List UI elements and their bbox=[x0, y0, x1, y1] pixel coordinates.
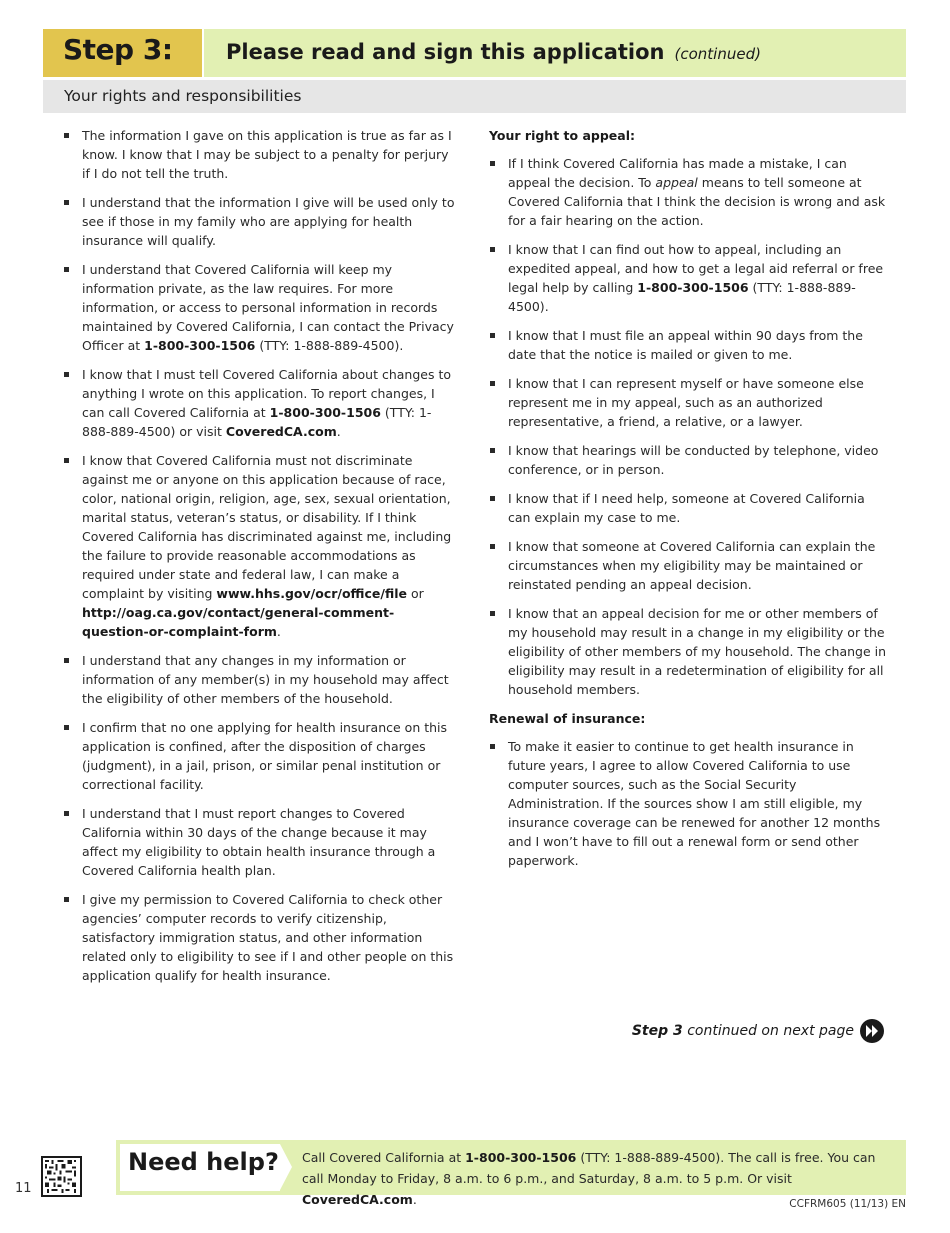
title-continued: (continued) bbox=[674, 45, 761, 63]
phone-number: 1-800-300-1506 bbox=[269, 405, 381, 420]
help-label: Need help? bbox=[128, 1148, 279, 1176]
continued-note bbox=[632, 1019, 884, 1043]
help-text: Call Covered California at 1-800-300-1506 (TTY: 1-888-889-4500). The call is free. You can call Monday to Friday, 8 a.m. to 6 p.m., and Saturday, 8 a.m. to 5 p.m. Or visit CoveredCA.com. bbox=[302, 1150, 876, 1207]
list-item: The information I gave on this application is true as far as I know. I know that I may be subject to a penalty for perjury if I do not tell the truth. bbox=[63, 126, 455, 183]
list-item: I understand that Covered California will keep my information private, as the law requires. For more information, or access to personal information in records maintained by Covered California, I can contact the Privacy Officer at 1-800-300-1506 (TTY: 1-888-889-4500). bbox=[63, 260, 455, 355]
section-title: Your rights and responsibilities bbox=[64, 87, 302, 105]
title-banner bbox=[204, 29, 906, 77]
list-item: I understand that I must report changes to Covered California within 30 days of the change because it may affect my eligibility to obtain health insurance through a Covered California health plan. bbox=[63, 804, 455, 880]
list-item: I give my permission to Covered California to check other agencies’ computer records to verify citizenship, satisfactory immigration status, and other information related only to eligibility to see if I and other people on this application qualify for health insurance. bbox=[63, 890, 455, 985]
section-bar bbox=[43, 80, 906, 113]
next-page-arrow-icon bbox=[860, 1019, 884, 1043]
form-code: CCFRM605 (11/13) EN bbox=[789, 1198, 906, 1210]
page-title bbox=[226, 40, 761, 64]
list-item: I know that I must tell Covered California about changes to anything I wrote on this application. To report changes, I can call Covered California at 1-800-300-1506 (TTY: 1-888-889-4500) or visit CoveredCA.com. bbox=[63, 365, 455, 441]
list-item: I know that an appeal decision for me or other members of my household may result in a change in my eligibility or the eligibility of other members of my household. The change in eligibility may result in a redetermination of eligibility for all household members. bbox=[489, 604, 889, 699]
list-item: I know that I must file an appeal within 90 days from the date that the notice is mailed or given to me. bbox=[489, 326, 889, 364]
list-item: I know that I can represent myself or have someone else represent me in my appeal, such as an authorized representative, a friend, a relative, or a lawyer. bbox=[489, 374, 889, 431]
page-number: 11 bbox=[15, 1181, 32, 1196]
list-item: I understand that the information I give will be used only to see if those in my family who are applying for health insurance will qualify. bbox=[63, 193, 455, 250]
appeal-heading: Your right to appeal: bbox=[489, 128, 635, 143]
appeal-list bbox=[489, 154, 889, 699]
list-item: I know that Covered California must not discriminate against me or anyone on this application because of race, color, national origin, religion, age, sex, sexual orientation, marital status, veteran’s status, or disability. If I think Covered California has discriminated against me, including the failure to provide reasonable accommodations as required under state and federal law, I can make a complaint by visiting www.hhs.gov/ocr/office/file or http://oag.ca.gov/contact/general-comment-question-or-complaint-form. bbox=[63, 451, 455, 641]
oag-link[interactable]: http://oag.ca.gov/contact/general-comment-question-or-complaint-form bbox=[82, 605, 395, 639]
page-header bbox=[43, 29, 906, 77]
list-item: To make it easier to continue to get health insurance in future years, I agree to allow Covered California to use computer sources, such as the Social Security Administration. If the sources show I am still eligible, my insurance coverage can be renewed for another 12 months and I won’t have to fill out a renewal form or send other paperwork. bbox=[489, 737, 889, 870]
continued-step: Step 3 bbox=[631, 1023, 683, 1039]
page-title-text: Please read and sign this application bbox=[226, 40, 665, 64]
website-link[interactable]: CoveredCA.com bbox=[225, 424, 337, 439]
phone-number: 1-800-300-1506 bbox=[637, 280, 749, 295]
right-column bbox=[489, 126, 889, 880]
help-phone: 1-800-300-1506 bbox=[465, 1150, 577, 1165]
left-column bbox=[63, 126, 455, 995]
appeal-term: appeal bbox=[655, 175, 698, 190]
list-item: I know that I can find out how to appeal, including an expedited appeal, and how to get a legal aid referral or free legal help by calling 1-800-300-1506 (TTY: 1-888-889-4500). bbox=[489, 240, 889, 316]
help-website-link[interactable]: CoveredCA.com bbox=[302, 1192, 413, 1207]
list-item: I know that someone at Covered California can explain the circumstances when my eligibility may be maintained or reinstated pending an appeal decision. bbox=[489, 537, 889, 594]
list-item: I know that if I need help, someone at Covered California can explain my case to me. bbox=[489, 489, 889, 527]
hhs-link[interactable]: www.hhs.gov/ocr/office/file bbox=[216, 586, 407, 601]
step-label: Step 3: bbox=[63, 33, 173, 66]
list-item: I confirm that no one applying for health insurance on this application is confined, after the disposition of charges (judgment), in a jail, prison, or similar penal institution or correctional facility. bbox=[63, 718, 455, 794]
barcode-icon bbox=[41, 1156, 82, 1197]
renewal-heading: Renewal of insurance: bbox=[489, 711, 646, 726]
phone-number: 1-800-300-1506 bbox=[144, 338, 256, 353]
renewal-list bbox=[489, 737, 889, 870]
list-item: I know that hearings will be conducted by telephone, video conference, or in person. bbox=[489, 441, 889, 479]
continued-text: continued on next page bbox=[682, 1023, 854, 1039]
list-item: I understand that any changes in my information or information of any member(s) in my household may affect the eligibility of other members of the household. bbox=[63, 651, 455, 708]
list-item: If I think Covered California has made a mistake, I can appeal the decision. To appeal means to tell someone at Covered California that I think the decision is wrong and ask for a fair hearing on the action. bbox=[489, 154, 889, 230]
responsibilities-list bbox=[63, 126, 455, 985]
step-badge bbox=[43, 29, 202, 77]
